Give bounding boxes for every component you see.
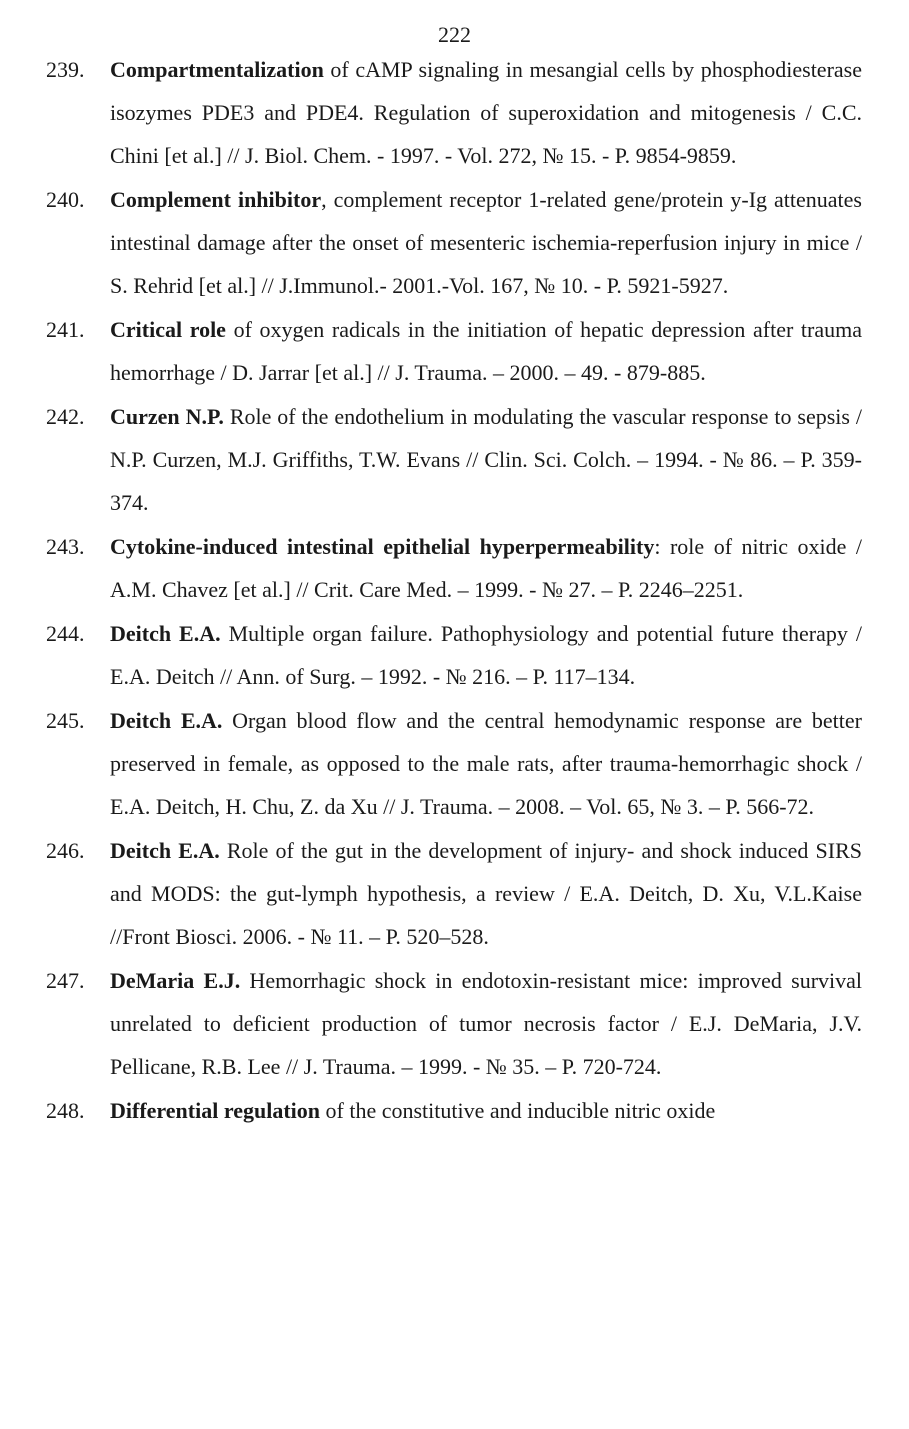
reference-lead: Critical role [110,317,226,342]
reference-text [110,308,862,394]
reference-lead: Curzen N.P. [110,404,224,429]
reference-item [0,395,909,524]
reference-number: 247. [46,968,85,993]
reference-number: 246. [46,838,85,863]
reference-body: of cAMP signaling in mesangial cells by phosphodiesterase isozymes PDE3 and PDE4. Regulation of superoxidation and mitogenesis / C.C. Chini [et al.] // J. Biol. Chem. - 1997. - Vol. 272, № 15. - P. 9854-9859. [110,57,862,168]
reference-number: 245. [46,708,85,733]
reference-text [110,959,862,1088]
reference-number: 241. [46,317,85,342]
reference-body: Organ blood flow and the central hemodynamic response are better preserved in female, as opposed to the male rats, after trauma-hemorrhagic shock / E.A. Deitch, H. Chu, Z. da Xu // J. Trauma. – 2008. – Vol. 65, № 3. – P. 566-72. [110,708,862,819]
reference-body: Role of the endothelium in modulating the vascular response to sepsis / N.P. Curzen, M.J. Griffiths, T.W. Evans // Clin. Sci. Colch. – 1994. - № 86. – P. 359-374. [110,404,862,515]
reference-text [110,1089,862,1132]
page-number: 222 [438,22,471,47]
reference-text [110,699,862,828]
reference-text [110,178,862,307]
reference-list [0,48,909,1133]
reference-item [0,308,909,394]
reference-lead: DeMaria E.J. [110,968,241,993]
reference-text [110,612,862,698]
reference-item [0,699,909,828]
reference-number: 244. [46,621,85,646]
reference-item [0,525,909,611]
reference-number: 248. [46,1098,85,1123]
reference-body: of the constitutive and inducible nitric oxide [320,1098,716,1123]
reference-body: Hemorrhagic shock in endotoxin-resistant mice: improved survival unrelated to deficient production of tumor necrosis factor / E.J. DeMaria, J.V. Pellicane, R.B. Lee // J. Trauma. – 1999. - № 35. – P. 720-724. [110,968,863,1079]
reference-item [0,829,909,958]
reference-number: 242. [46,404,85,429]
reference-item [0,48,909,177]
reference-text [110,48,862,177]
reference-lead: Deitch E.A. [110,621,221,646]
reference-lead: Deitch E.A. [110,838,220,863]
reference-lead: Complement inhibitor [110,187,322,212]
reference-body: , complement receptor 1-related gene/protein y-Ig attenuates intestinal damage after the onset of mesenteric ischemia-reperfusion injury in mice / S. Rehrid [et al.] // J.Immunol.- 2001.-Vol. 167, № 10. - P. 5921-5927. [110,187,862,298]
reference-body: Multiple organ failure. Pathophysiology and potential future therapy / E.A. Deitch // Ann. of Surg. – 1992. - № 216. – P. 117–134. [110,621,862,689]
reference-body: : role of nitric oxide / A.M. Chavez [et al.] // Crit. Care Med. – 1999. - № 27. – P. 2246–2251. [110,534,862,602]
reference-item [0,178,909,307]
reference-text [110,395,862,524]
reference-lead: Cytokine-induced intestinal epithelial hyperpermeability [110,534,655,559]
reference-lead: Deitch E.A. [110,708,223,733]
reference-text [110,829,862,958]
reference-number: 243. [46,534,85,559]
reference-item [0,1089,909,1132]
reference-text [110,525,862,611]
reference-lead: Compartmentalization [110,57,324,82]
reference-number: 239. [46,57,85,82]
reference-body: Role of the gut in the development of injury- and shock induced SIRS and MODS: the gut-lymph hypothesis, a review / E.A. Deitch, D. Xu, V.L.Kaise //Front Biosci. 2006. - № 11. – P. 520–528. [110,838,862,949]
reference-body: of oxygen radicals in the initiation of hepatic depression after trauma hemorrhage / D. Jarrar [et al.] // J. Trauma. – 2000. – 49. - 879-885. [110,317,863,385]
reference-item [0,612,909,698]
reference-item [0,959,909,1088]
reference-number: 240. [46,187,85,212]
reference-lead: Differential regulation [110,1098,320,1123]
